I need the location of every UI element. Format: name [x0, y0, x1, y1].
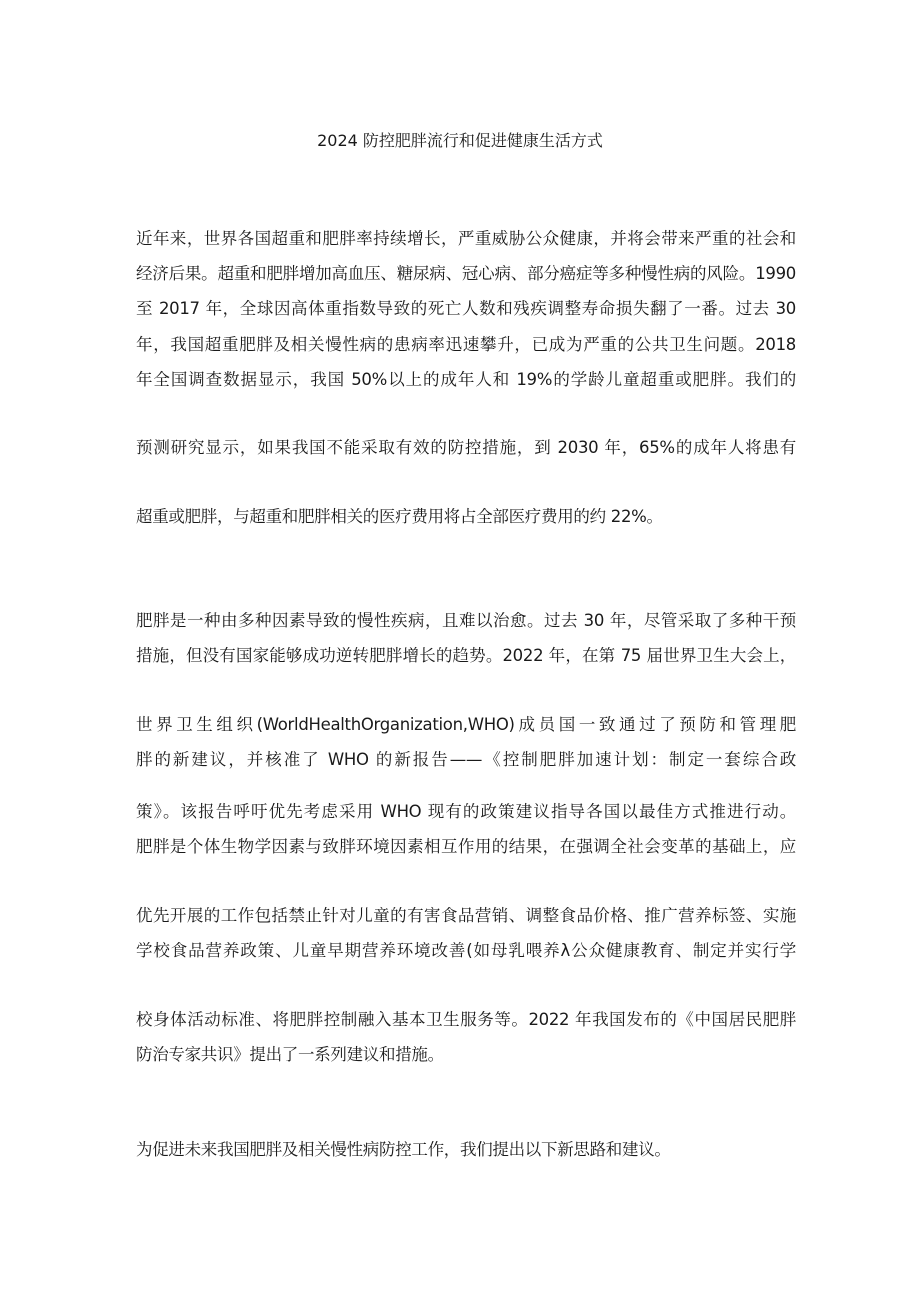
document-title: 2024 防控肥胖流行和促进健康生活方式	[317, 131, 603, 150]
text-line: 为促进未来我国肥胖及相关慢性病防控工作，我们提出以下新思路和建议。	[136, 1140, 671, 1159]
text-line: 超重或肥胖，与超重和肥胖相关的医疗费用将占全部医疗费用的约 22%。	[136, 507, 663, 526]
text-line: 肥胖是个体生物学因素与致胖环境因素相互作用的结果，在强调全社会变革的基础上，应	[136, 837, 796, 856]
text-line: 世界卫生组织(WorldHealthOrganization,WHO)成员国一致通过了预防和管理肥	[136, 715, 796, 734]
text-line: 至 2017 年，全球因高体重指数导致的死亡人数和残疾调整寿命损失翻了一番。过去 30	[136, 299, 796, 318]
text-line: 校身体活动标准、将肥胖控制融入基本卫生服务等。2022 年我国发布的《中国居民肥胖	[136, 1010, 796, 1029]
text-line: 预测研究显示，如果我国不能采取有效的防控措施，到 2030 年，65%的成年人将患有	[136, 438, 796, 457]
text-line: 防治专家共识》提出了一系列建议和措施。	[136, 1045, 444, 1064]
text-line: 年，我国超重肥胖及相关慢性病的患病率迅速攀升，已成为严重的公共卫生问题。2018	[136, 335, 796, 354]
text-line: 胖的新建议，并核准了 WHO 的新报告——《控制肥胖加速计划：制定一套综合政	[136, 750, 796, 769]
text-line: 年全国调查数据显示，我国 50%以上的成年人和 19%的学龄儿童超重或肥胖。我们的	[136, 370, 796, 389]
text-line: 肥胖是一种由多种因素导致的慢性疾病，且难以治愈。过去 30 年，尽管采取了多种干预	[136, 611, 796, 630]
text-line: 策》。该报告呼吁优先考虑采用 WHO 现有的政策建议指导各国以最佳方式推进行动。	[136, 802, 796, 821]
text-line: 学校食品营养政策、儿童早期营养环境改善(如母乳喂养λ公众健康教育、制定并实行学	[136, 941, 796, 960]
text-line: 近年来，世界各国超重和肥胖率持续增长，严重威胁公众健康，并将会带来严重的社会和	[136, 229, 796, 248]
text-line: 优先开展的工作包括禁止针对儿童的有害食品营销、调整食品价格、推广营养标签、实施	[136, 906, 796, 925]
text-line: 经济后果。超重和肥胖增加高血压、糖尿病、冠心病、部分癌症等多种慢性病的风险。1990	[136, 264, 796, 283]
text-line: 措施，但没有国家能够成功逆转肥胖增长的趋势。2022 年，在第 75 届世界卫生大会上，	[136, 646, 796, 665]
